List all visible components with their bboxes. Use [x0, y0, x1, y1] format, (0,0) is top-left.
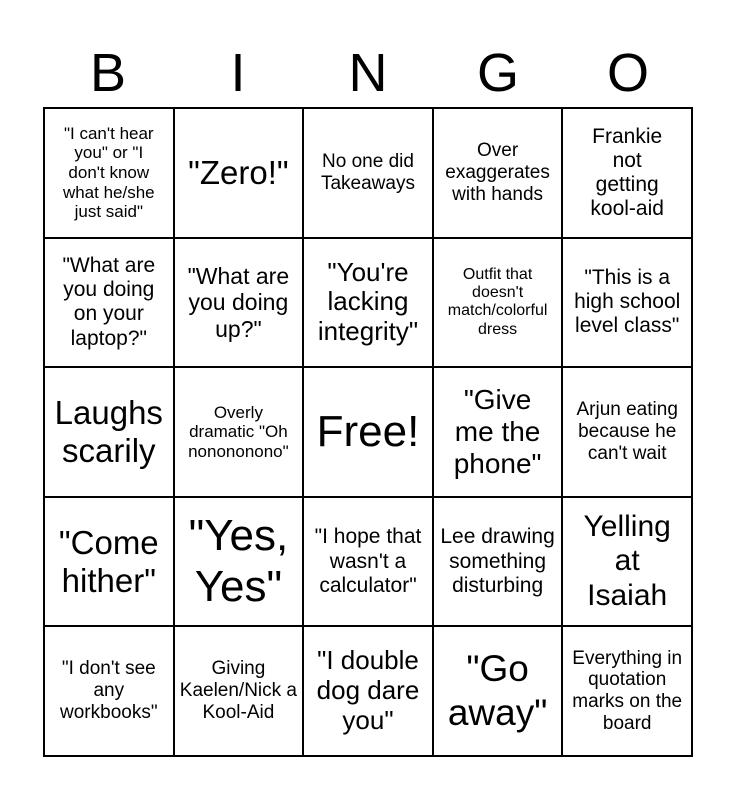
cell-text: Overly dramatic "Oh nonononono"	[188, 402, 289, 461]
cell-text: "Give me the phone"	[453, 383, 542, 480]
bingo-cell[interactable]	[44, 367, 174, 497]
bingo-cell[interactable]	[174, 108, 304, 238]
bingo-cell-free[interactable]	[303, 367, 433, 497]
header-letter-b: B	[89, 43, 127, 103]
cell-text: "I double dog dare you"	[316, 645, 420, 736]
cell-text: "What are you doing up?"	[187, 262, 290, 342]
bingo-cell[interactable]	[433, 238, 563, 368]
bingo-cell[interactable]	[303, 238, 433, 368]
bingo-cell[interactable]	[303, 497, 433, 627]
bingo-cell[interactable]	[562, 497, 692, 627]
cell-text: "I hope that wasn't a calculator"	[314, 525, 422, 597]
bingo-cell[interactable]	[562, 108, 692, 238]
cell-text: Yelling at Isaiah	[583, 509, 671, 612]
bingo-cell[interactable]	[562, 626, 692, 756]
bingo-cell[interactable]	[433, 626, 563, 756]
cell-text: "You're lacking integrity"	[317, 256, 419, 347]
bingo-cell[interactable]	[562, 367, 692, 497]
bingo-cell[interactable]	[303, 108, 433, 238]
cell-text: "Yes, Yes"	[188, 511, 289, 611]
header-letter-i: I	[230, 43, 246, 103]
header-letter-g: G	[476, 43, 519, 103]
bingo-header	[43, 38, 693, 108]
bingo-cell[interactable]	[44, 497, 174, 627]
cell-text: Giving Kaelen/Nick a Kool-Aid	[179, 658, 297, 724]
bingo-cell[interactable]	[174, 238, 304, 368]
cell-text: "I can't hear you" or "I don't know what he/she just said"	[62, 123, 155, 222]
cell-text: "Go away"	[447, 647, 548, 734]
bingo-cell[interactable]	[433, 497, 563, 627]
bingo-board	[43, 107, 693, 757]
cell-text: "This is a high school level class"	[574, 266, 681, 338]
bingo-cell[interactable]	[44, 626, 174, 756]
cell-text: Laughs scarily	[54, 394, 163, 469]
bingo-cell[interactable]	[174, 367, 304, 497]
bingo-cell[interactable]	[44, 238, 174, 368]
bingo-cell[interactable]	[174, 497, 304, 627]
cell-text: Arjun eating because he can't wait	[576, 399, 678, 464]
cell-text: Frankie not getting kool-aid	[590, 124, 664, 220]
bingo-cell[interactable]	[433, 367, 563, 497]
bingo-cell[interactable]	[44, 108, 174, 238]
cell-text: Lee drawing something disturbing	[440, 525, 555, 597]
bingo-cell[interactable]	[433, 108, 563, 238]
cell-text: "What are you doing on your laptop?"	[62, 254, 156, 350]
header-letter-o: O	[606, 43, 649, 103]
cell-text: Outfit that doesn't match/colorful dress	[447, 265, 548, 338]
cell-text: "Zero!"	[188, 153, 289, 191]
cell-text: Free!	[316, 406, 420, 456]
bingo-cell[interactable]	[303, 626, 433, 756]
cell-text: "Come hither"	[58, 523, 159, 599]
cell-text: Everything in quotation marks on the board	[572, 647, 683, 735]
bingo-cell[interactable]	[174, 626, 304, 756]
cell-text: Over exaggerates with hands	[445, 140, 550, 205]
bingo-cell[interactable]	[562, 238, 692, 368]
cell-text: No one did Takeaways	[320, 150, 415, 194]
header-letter-n: N	[348, 43, 388, 103]
cell-text: "I don't see any workbooks"	[60, 658, 158, 724]
